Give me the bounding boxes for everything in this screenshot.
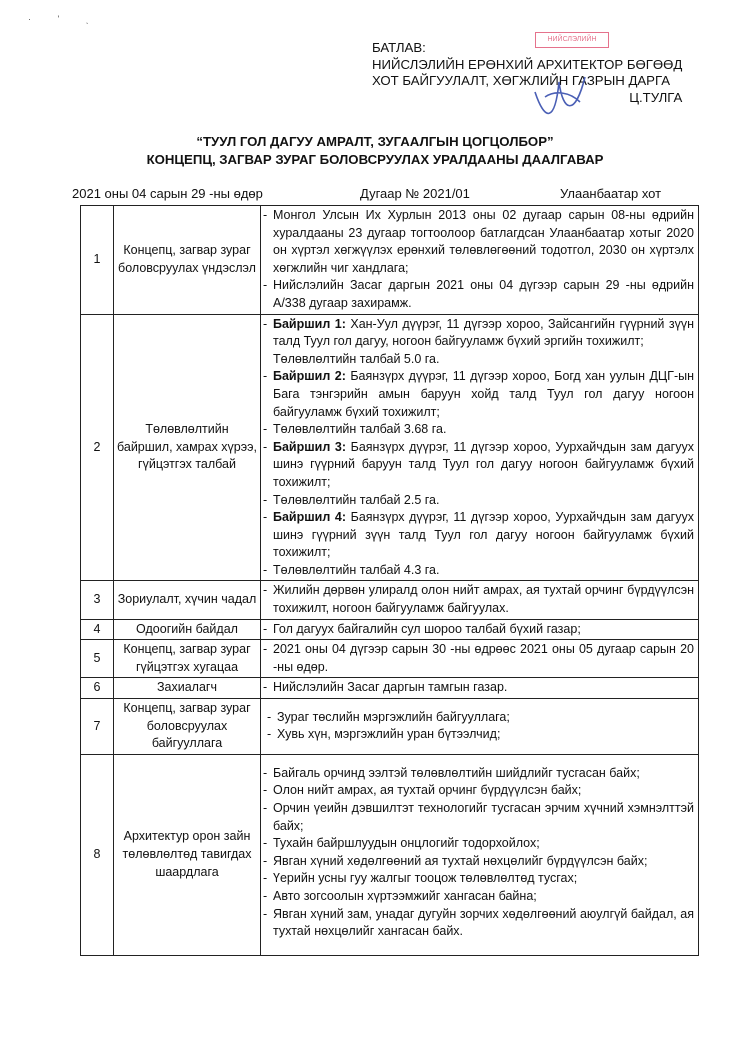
- item-body: Жилийн дөрвөн улиралд олон нийт амрах, ая тухтай орчинг бүрдүүлсэн тохижилт, ногоон байгууламж байгуулах.: [273, 583, 694, 616]
- item-body: Төлөвлөлтийн талбай 2.5 га.: [273, 492, 440, 507]
- item-bold-prefix: Байршил 2:: [273, 369, 346, 384]
- item-text: [273, 906, 694, 941]
- row-number: 1: [81, 206, 114, 315]
- item-body: Явган хүний хөдөлгөөний ая тухтай нөхцөлийг бүрдүүлсэн байх;: [273, 853, 648, 868]
- item-body: Явган хүний зам, унадаг дугуйн зорчих хөдөлгөөний аюулгүй байдал, ая тухтай нөхцөлийг хангасан байх.: [273, 906, 694, 939]
- row-number: 4: [81, 619, 114, 640]
- approve-line: БАТЛАВ:: [372, 40, 426, 55]
- item-text: [273, 439, 694, 492]
- table-row: [81, 619, 699, 640]
- list-item: [263, 800, 694, 835]
- row-number: 8: [81, 754, 114, 955]
- item-body: Нийслэлийн Засаг даргын тамгын газар.: [273, 680, 508, 695]
- table-row: [81, 678, 699, 699]
- row-number: 2: [81, 314, 114, 581]
- item-text: [273, 853, 694, 871]
- item-body: Төлөвлөлтийн талбай 5.0 га.: [273, 351, 440, 366]
- item-text: [273, 782, 694, 800]
- row-label: Захиалагч: [114, 678, 261, 699]
- dash-bullet: -: [267, 709, 272, 724]
- item-text: [273, 800, 694, 835]
- item-text: [273, 765, 694, 783]
- list-item: [263, 351, 694, 369]
- row-label: Төлөвлөлтийн байршил, хамрах хүрээ, гүйцэтгэх талбай: [114, 314, 261, 581]
- item-text: [273, 316, 694, 351]
- dash-bullet: [263, 351, 273, 369]
- list-item: [263, 316, 694, 351]
- signer-name: Ц.ТУЛГА: [629, 89, 683, 105]
- item-body: Гол дагуух байгалийн сул шороо талбай бүхий газар;: [273, 621, 581, 636]
- item-text: [273, 277, 694, 312]
- dash-bullet: -: [263, 801, 268, 815]
- item-text: [273, 562, 694, 580]
- row-content: [261, 699, 699, 755]
- dash-bullet: -: [263, 680, 268, 695]
- dash-bullet: -: [267, 727, 272, 742]
- item-body: Тухайн байршлуудын онцлогийг тодорхойлох;: [273, 836, 540, 851]
- table-row: [81, 581, 699, 619]
- item-text: [277, 726, 694, 744]
- dash-bullet: -: [263, 765, 268, 780]
- dash-bullet: -: [263, 562, 268, 577]
- dash-bullet: -: [263, 871, 268, 886]
- item-bold-prefix: Байршил 4:: [273, 510, 347, 525]
- row-content: [261, 206, 699, 315]
- row-number: 7: [81, 699, 114, 755]
- table-row: [81, 754, 699, 955]
- row-label: Архитектур орон зайн төлөвлөлтөд тавигдах шаардлага: [114, 754, 261, 955]
- stamp: НИЙСЛЭЛИЙН: [535, 32, 609, 48]
- title-line-2: КОНЦЕПЦ, ЗАГВАР ЗУРАГ БОЛОВСРУУЛАХ УРАЛДААНЫ ДААЛГАВАР: [146, 152, 604, 167]
- table-row: [81, 699, 699, 755]
- dash-bullet: -: [263, 208, 268, 222]
- item-text: [273, 492, 694, 510]
- list-item: [263, 421, 694, 439]
- item-body: Баянзүрх дүүрэг, 11 дүгээр хороо, Уурхайчдын зам дагуух шинэ гүүрний зүүн талд Туул гол дагуу ногоон байгууламж бүхий тохижилт;: [273, 510, 694, 560]
- item-body: Зураг төслийн мэргэжлийн байгууллага;: [277, 709, 510, 724]
- row-label: Зориулалт, хүчин чадал: [114, 581, 261, 619]
- list-item: [263, 853, 694, 871]
- list-item: [267, 726, 694, 744]
- item-bold-prefix: Байршил 1:: [273, 316, 346, 331]
- row-content: [261, 581, 699, 619]
- item-text: [273, 870, 694, 888]
- dash-bullet: -: [263, 278, 268, 293]
- list-item: [263, 888, 694, 906]
- scan-marks: · ʹ ˎ: [28, 14, 101, 24]
- approve-line: ХОТ БАЙГУУЛАЛТ, ХӨГЖЛИЙН ГАЗРЫН ДАРГА: [372, 73, 671, 88]
- row-label: Концепц, загвар зураг боловсруулах үндэслэл: [114, 206, 261, 315]
- document-city: Улаанбаатар хот: [560, 186, 662, 201]
- title-line-1: “ТУУЛ ГОЛ ДАГУУ АМРАЛТ, ЗУГААЛГЫН ЦОГЦОЛБОР”: [196, 134, 554, 149]
- item-bold-prefix: Байршил 3:: [273, 439, 347, 454]
- list-item: [263, 207, 694, 277]
- row-content: [261, 754, 699, 955]
- item-text: [273, 582, 694, 617]
- dash-bullet: -: [263, 492, 268, 507]
- item-body: Орчин үеийн дэвшилтэт технологийг тусгасан эрчим хүчний хэмнэлттэй байх;: [273, 801, 694, 833]
- item-text: [273, 207, 694, 277]
- approve-line: НИЙСЛЭЛИЙН ЕРӨНХИЙ АРХИТЕКТОР БӨГӨӨД: [372, 56, 683, 72]
- item-body: Байгаль орчинд ээлтэй төлөвлөлтийн шийдлийг тусгасан байх;: [273, 765, 640, 780]
- list-item: [263, 492, 694, 510]
- dash-bullet: -: [263, 510, 268, 525]
- list-item: [263, 870, 694, 888]
- row-content: [261, 619, 699, 640]
- table-row: [81, 206, 699, 315]
- item-body: Баянзүрх дүүрэг, 11 дүгээр хороо, Уурхайчдын зам дагуух шинэ гүүрний баруун талд Туул гол дагуу ногоон байгууламж бүхий тохижилт;: [273, 439, 694, 489]
- signature-icon: [525, 62, 595, 132]
- dash-bullet: -: [263, 906, 268, 921]
- item-text: [273, 421, 694, 439]
- dash-bullet: -: [263, 888, 268, 903]
- row-number: 3: [81, 581, 114, 619]
- dash-bullet: -: [263, 836, 268, 851]
- item-text: [273, 888, 694, 906]
- item-body: Үерийн усны гуу жалгыг тооцож төлөвлөлтөд тусгах;: [273, 871, 578, 886]
- item-text: [273, 679, 694, 697]
- dash-bullet: -: [263, 422, 268, 437]
- document-title: [0, 133, 750, 169]
- list-item: [267, 709, 694, 727]
- list-item: [263, 582, 694, 617]
- item-body: Төлөвлөлтийн талбай 3.68 га.: [273, 422, 447, 437]
- list-item: [263, 835, 694, 853]
- item-body: Хувь хүн, мэргэжлийн уран бүтээлчид;: [277, 727, 501, 742]
- item-body: Олон нийт амрах, ая тухтай орчинг бүрдүүлсэн байх;: [273, 783, 582, 798]
- item-body: 2021 оны 04 дүгээр сарын 30 -ны өдрөөс 2021 оны 05 дугаар сарын 20 -ны өдөр.: [273, 642, 694, 674]
- list-item: [263, 509, 694, 562]
- document-date: 2021 оны 04 сарын 29 -ны өдөр: [72, 186, 263, 201]
- list-item: [263, 906, 694, 941]
- document-number: Дугаар № 2021/01: [360, 186, 470, 201]
- item-text: [277, 709, 694, 727]
- table-row: [81, 314, 699, 581]
- item-body: Төлөвлөлтийн талбай 4.3 га.: [273, 562, 440, 577]
- item-text: [273, 641, 694, 676]
- item-text: [273, 835, 694, 853]
- item-body: Хан-Уул дүүрэг, 11 дүгээр хороо, Зайсангийн гүүрний зүүн талд Туул гол дагуу, ногоон байгууламж бүхий эргийн тохижилт;: [273, 316, 695, 349]
- list-item: [263, 368, 694, 421]
- row-number: 5: [81, 640, 114, 678]
- row-number: 6: [81, 678, 114, 699]
- item-body: Монгол Улсын Их Хурлын 2013 оны 02 дугаар сарын 08-ны өдрийн хуралдааны 23 дугаар тогтоолоор батлагдсан Улаанбаатар хотыг 2020 он хүртэл хөгжүүлэх ерөнхий төлөвлөгөөний тодотгол, 2030 он хүртэлх хөгжлийн чиг хандлага;: [273, 208, 694, 275]
- item-text: [273, 368, 694, 421]
- row-label: Одоогийн байдал: [114, 619, 261, 640]
- list-item: [263, 782, 694, 800]
- item-body: Авто зогсоолын хүртээмжийг хангасан байна;: [273, 888, 537, 903]
- list-item: [263, 562, 694, 580]
- task-table: [80, 205, 699, 956]
- list-item: [263, 277, 694, 312]
- list-item: [263, 621, 694, 639]
- list-item: [263, 679, 694, 697]
- dash-bullet: -: [263, 439, 268, 454]
- row-content: [261, 678, 699, 699]
- row-content: [261, 640, 699, 678]
- row-label: Концепц, загвар зураг боловсруулах байгууллага: [114, 699, 261, 755]
- list-item: [263, 439, 694, 492]
- dash-bullet: -: [263, 642, 268, 657]
- dash-bullet: -: [263, 369, 268, 384]
- dash-bullet: -: [263, 783, 268, 798]
- dash-bullet: -: [263, 853, 268, 868]
- item-body: Нийслэлийн Засаг даргын 2021 оны 04 дүгээр сарын 29 -ны өдрийн А/338 дугаар захирамж.: [273, 278, 694, 310]
- item-body: Баянзүрх дүүрэг, 11 дүгээр хороо, Богд хан уулын ДЦГ-ын Бага тэнгэрийн амын баруун хойд талд Туул гол дагуу ногоон байгууламж бүхий тохижилт;: [273, 369, 694, 419]
- item-text: [273, 509, 694, 562]
- table-row: [81, 640, 699, 678]
- list-item: [263, 641, 694, 676]
- dash-bullet: -: [263, 316, 268, 331]
- item-text: [273, 621, 694, 639]
- row-content: [261, 314, 699, 581]
- list-item: [263, 765, 694, 783]
- dash-bullet: -: [263, 621, 268, 636]
- dash-bullet: -: [263, 583, 268, 598]
- row-label: Концепц, загвар зураг гүйцэтгэх хугацаа: [114, 640, 261, 678]
- item-text: [273, 351, 694, 369]
